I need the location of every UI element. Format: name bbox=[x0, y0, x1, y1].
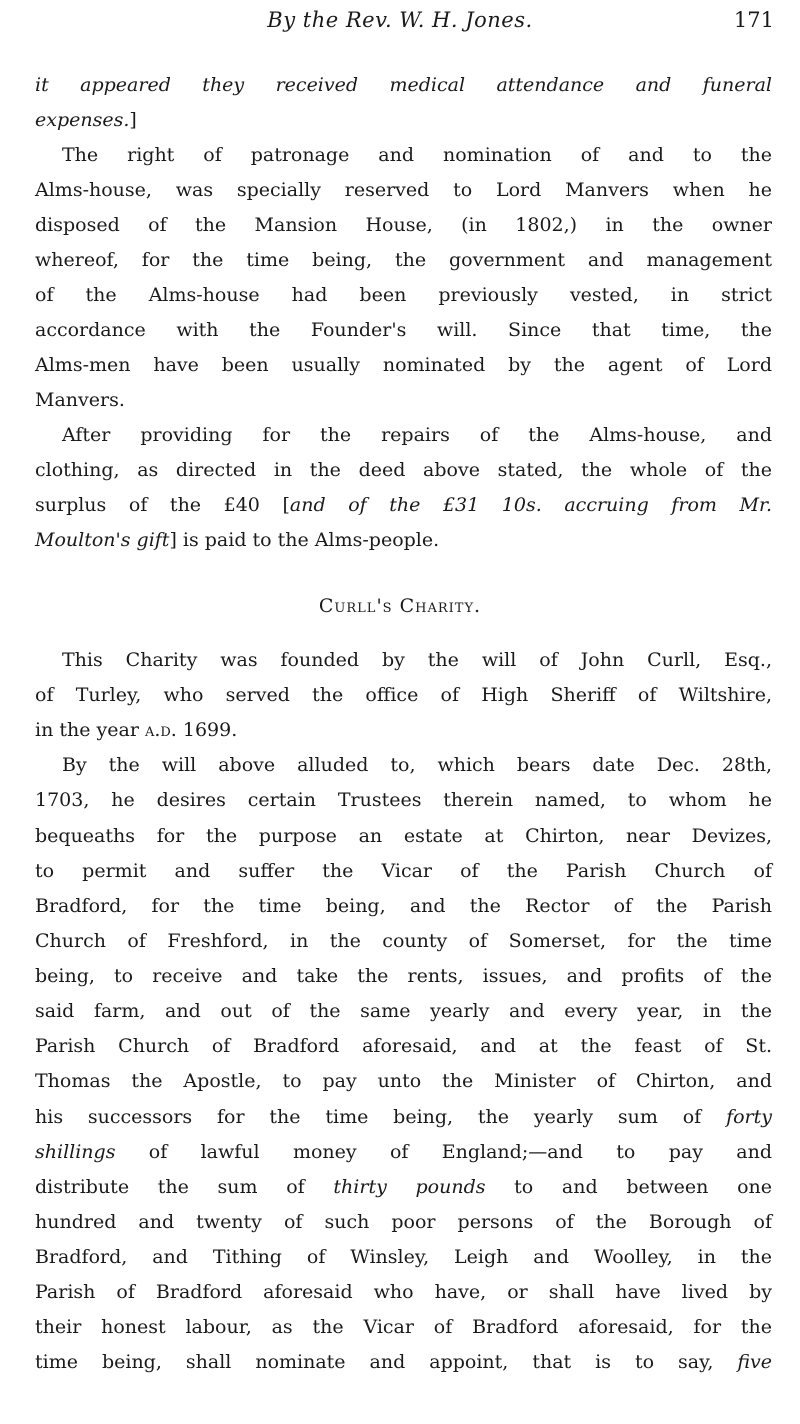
italic-text: and of the £31 10s. accruing from Mr. bbox=[289, 494, 772, 516]
text-segment: Parish Church of Bradford aforesaid, and at the feast of St. bbox=[35, 1035, 772, 1058]
text-segment: Thomas the Apostle, to pay unto the Minister of Chirton, and bbox=[35, 1070, 772, 1093]
text-line bbox=[62, 647, 772, 673]
text-line bbox=[35, 107, 772, 133]
text-segment: Alms-house, was specially reserved to Lord Manvers when he bbox=[35, 179, 772, 201]
text-line bbox=[62, 422, 772, 448]
text-segment: their honest labour, as the Vicar of Bradford aforesaid, for the bbox=[35, 1316, 772, 1339]
text-line bbox=[35, 1279, 772, 1305]
text-segment: ] is paid to the Alms-people. bbox=[169, 529, 440, 551]
small-caps-text: a.d. bbox=[144, 719, 177, 742]
text-line bbox=[35, 1314, 772, 1340]
text-segment: of the Alms-house had been previously vested, in strict bbox=[35, 284, 772, 306]
text-segment: being, to receive and take the rents, issues, and profits of the bbox=[35, 965, 772, 988]
text-segment: clothing, as directed in the deed above stated, the whole of the bbox=[35, 459, 772, 481]
text-segment: Manvers. bbox=[35, 389, 125, 411]
italic-text: thirty pounds bbox=[333, 1175, 486, 1198]
italic-text: Moulton's gift bbox=[35, 529, 170, 551]
text-segment: time being, shall nominate and appoint, that is to say, bbox=[35, 1351, 738, 1374]
italic-text: shillings bbox=[35, 1140, 116, 1163]
text-segment: This Charity was founded by the will of John Curll, Esq., bbox=[62, 649, 772, 671]
page-number: 171 bbox=[733, 8, 774, 32]
text-line bbox=[35, 1139, 772, 1165]
text-line bbox=[35, 72, 772, 98]
text-segment: ] bbox=[129, 109, 137, 131]
text-segment: of Turley, who served the office of High Sheriff of Wiltshire, bbox=[35, 684, 772, 707]
text-line bbox=[35, 457, 772, 483]
text-segment: Bradford, for the time being, and the Rector of the Parish bbox=[35, 894, 772, 917]
text-line bbox=[62, 752, 772, 778]
text-segment: accordance with the Founder's will. Since that time, the bbox=[35, 319, 772, 341]
text-line bbox=[35, 787, 772, 813]
italic-text: forty bbox=[726, 1105, 772, 1128]
text-line bbox=[35, 1033, 772, 1059]
text-line bbox=[35, 1209, 772, 1235]
text-segment: whereof, for the time being, the government and management bbox=[35, 249, 772, 271]
text-segment: After providing for the repairs of the Alms-house, and bbox=[62, 424, 772, 446]
text-segment: Parish of Bradford aforesaid who have, or shall have lived by bbox=[35, 1281, 772, 1304]
text-segment: The right of patronage and nomination of and to the bbox=[62, 144, 772, 166]
text-segment: said farm, and out of the same yearly and every year, in the bbox=[35, 1000, 772, 1023]
text-line bbox=[35, 963, 772, 989]
text-line bbox=[35, 858, 772, 884]
text-segment: Church of Freshford, in the county of Somerset, for the time bbox=[35, 929, 772, 952]
text-line bbox=[35, 823, 772, 849]
text-line bbox=[35, 387, 772, 413]
text-segment: 1699. bbox=[176, 719, 238, 742]
text-segment: hundred and twenty of such poor persons of the Borough of bbox=[35, 1210, 772, 1233]
italic-text: expenses. bbox=[35, 109, 130, 131]
text-line bbox=[35, 282, 772, 308]
text-line bbox=[35, 317, 772, 343]
text-segment: of lawful money of England;—and to pay and bbox=[115, 1140, 772, 1163]
text-segment: in the year bbox=[35, 719, 145, 742]
section-heading: Curll's Charity. bbox=[318, 595, 482, 617]
text-segment: disposed of the Mansion House, (in 1802,) in the owner bbox=[35, 214, 772, 236]
text-segment: Bradford, and Tithing of Winsley, Leigh and Woolley, in the bbox=[35, 1246, 772, 1269]
italic-text: it appeared they received medical attendance and funeral bbox=[35, 74, 772, 96]
text-line bbox=[35, 247, 772, 273]
text-segment: bequeaths for the purpose an estate at Chirton, near Devizes, bbox=[35, 824, 772, 847]
italic-text: five bbox=[737, 1351, 772, 1374]
text-segment: his successors for the time being, the yearly sum of bbox=[35, 1105, 727, 1128]
text-segment: to permit and suffer the Vicar of the Parish Church of bbox=[35, 859, 772, 882]
running-title: By the Rev. W. H. Jones. bbox=[267, 8, 533, 32]
text-line bbox=[62, 142, 772, 168]
text-segment: By the will above alluded to, which bears date Dec. 28th, bbox=[62, 754, 772, 777]
text-line bbox=[35, 492, 772, 518]
text-line bbox=[35, 212, 772, 238]
text-line bbox=[35, 1174, 772, 1200]
text-line bbox=[35, 682, 772, 708]
text-segment: to and between one bbox=[485, 1175, 772, 1198]
text-line bbox=[35, 893, 772, 919]
text-line bbox=[35, 352, 772, 378]
text-line bbox=[35, 527, 772, 553]
text-line bbox=[35, 177, 772, 203]
text-segment: Alms-men have been usually nominated by the agent of Lord bbox=[35, 354, 772, 376]
text-line bbox=[35, 998, 772, 1024]
text-line bbox=[35, 717, 772, 743]
text-segment: distribute the sum of bbox=[35, 1175, 334, 1198]
text-segment: surplus of the £40 [ bbox=[35, 494, 290, 516]
text-line bbox=[35, 1104, 772, 1130]
text-line bbox=[35, 1068, 772, 1094]
text-line bbox=[35, 1244, 772, 1270]
text-segment: 1703, he desires certain Trustees therein named, to whom he bbox=[35, 789, 772, 812]
text-line bbox=[35, 928, 772, 954]
text-line bbox=[35, 1349, 772, 1375]
